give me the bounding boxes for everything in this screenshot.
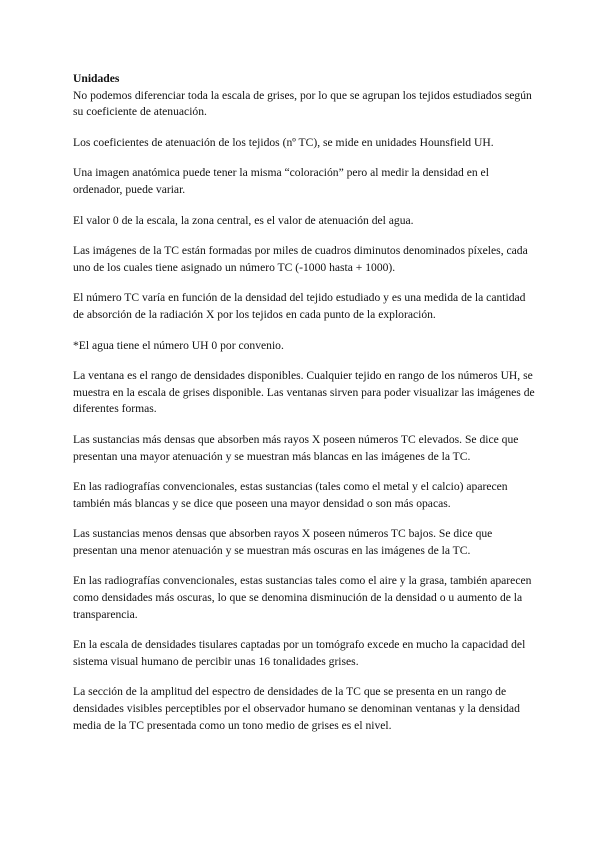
paragraph: Una imagen anatómica puede tener la misma “coloración” pero al medir la densidad en el ordenador, puede variar. — [73, 166, 489, 196]
paragraph: El valor 0 de la escala, la zona central, es el valor de atenuación del agua. — [73, 213, 414, 227]
paragraph: En la escala de densidades tisulares captadas por un tomógrafo excede en mucho la capacidad del sistema visual humano de percibir unas 16 tonalidades grises. — [73, 638, 526, 668]
document-body — [73, 71, 535, 748]
paragraph: *El agua tiene el número UH 0 por convenio. — [73, 338, 284, 352]
section-heading: Unidades — [73, 72, 120, 85]
paragraph: En las radiografías convencionales, estas sustancias tales como el aire y la grasa, también aparecen como densidades más oscuras, lo que se denomina disminución de la densidad o u aumento de la transparencia. — [73, 574, 532, 621]
paragraph: El número TC varía en función de la densidad del tejido estudiado y es una medida de la cantidad de absorción de la radiación X por los tejidos en cada punto de la exploración. — [73, 291, 526, 321]
paragraph: Las imágenes de la TC están formadas por miles de cuadros diminutos denominados píxeles, cada uno de los cuales tiene asignado un número TC (-1000 hasta + 1000). — [73, 244, 528, 274]
paragraph: Las sustancias más densas que absorben más rayos X poseen números TC elevados. Se dice que presentan una mayor atenuación y se muestran más blancas en las imágenes de la TC. — [73, 432, 519, 463]
paragraph: Las sustancias menos densas que absorben rayos X poseen números TC bajos. Se dice que presentan una menor atenuación y se muestran más oscuras en las imágenes de la TC. — [73, 527, 493, 557]
paragraph: Los coeficientes de atenuación de los tejidos (nº TC), se mide en unidades Hounsfield UH. — [73, 135, 494, 149]
paragraph: No podemos diferenciar toda la escala de grises, por lo que se agrupan los tejidos estudiados según su coeficiente de atenuación. — [73, 88, 532, 119]
paragraph: La ventana es el rango de densidades disponibles. Cualquier tejido en rango de los números UH, se muestra en la escala de grises disponible. Las ventanas sirven para poder visualizar las imágenes de diferentes formas. — [73, 369, 535, 416]
paragraph: En las radiografías convencionales, estas sustancias (tales como el metal y el calcio) aparecen también más blancas y se dice que poseen una mayor densidad o son más opacas. — [73, 480, 508, 510]
paragraph: La sección de la amplitud del espectro de densidades de la TC que se presenta en un rango de densidades visibles perceptibles por el observador humano se denominan ventanas y la densidad media de la TC presentada como un tono medio de grises es el nivel. — [73, 685, 520, 732]
